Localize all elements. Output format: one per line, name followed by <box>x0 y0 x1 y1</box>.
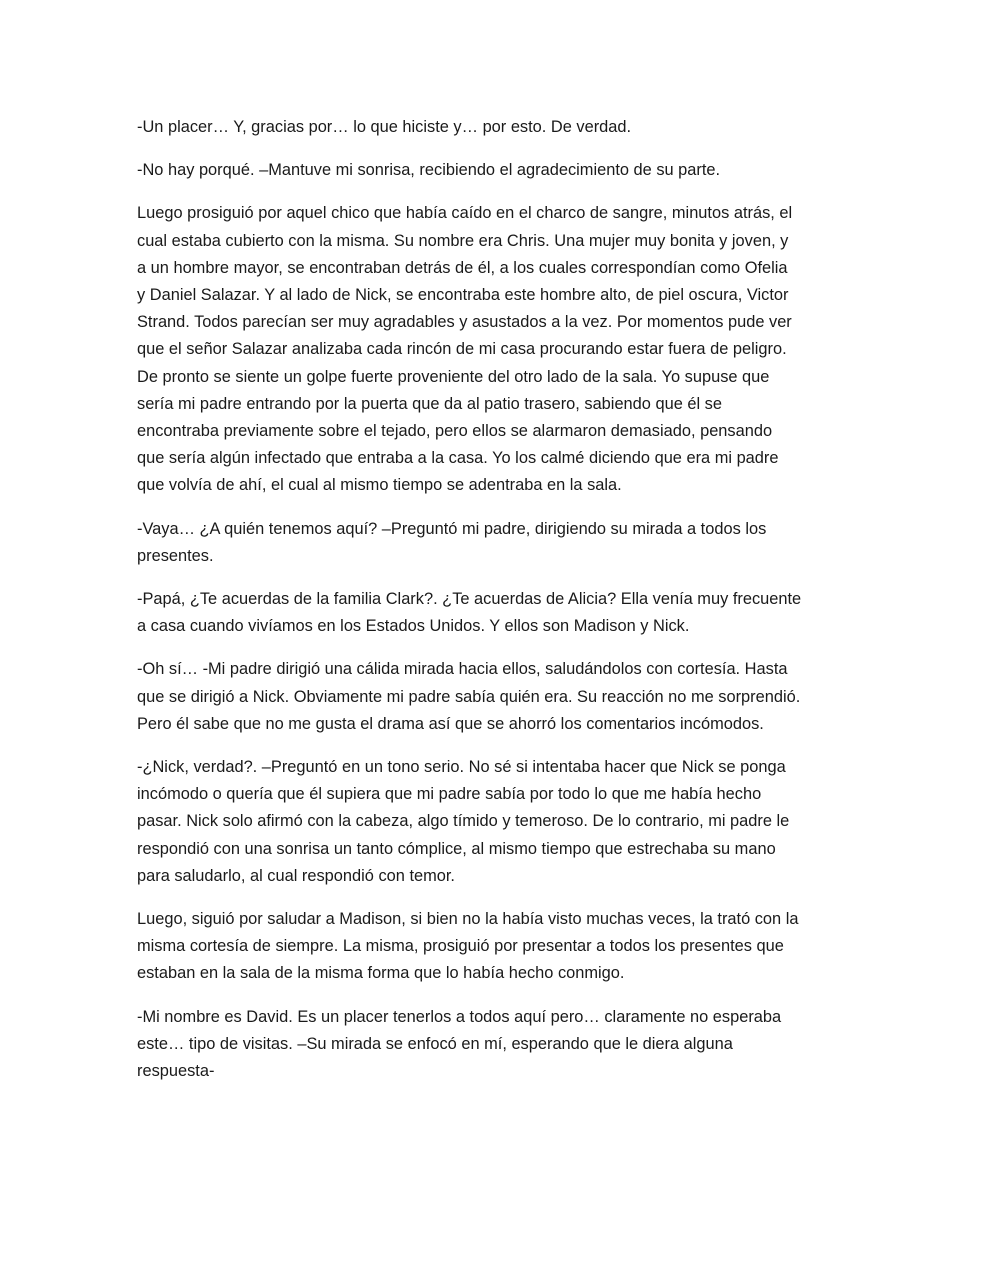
text-line: -Vaya… ¿A quién tenemos aquí? –Preguntó mi padre, dirigiendo su mirada a todos los <box>137 519 767 538</box>
text-line: -No hay porqué. –Mantuve mi sonrisa, recibiendo el agradecimiento de su parte. <box>137 161 721 180</box>
text-line: -Oh sí… -Mi padre dirigió una cálida mirada hacia ellos, saludándolos con cortesía. Hasta <box>137 660 788 679</box>
text-line: sería mi padre entrando por la puerta que da al patio trasero, sabiendo que él se <box>137 394 722 413</box>
text-line: que sería algún infectado que entraba a la casa. Yo los calmé diciendo que era mi padre <box>137 449 779 468</box>
paragraph-6 <box>137 656 853 738</box>
text-line: Pero él sabe que no me gusta el drama así que se ahorró los comentarios incómodos. <box>137 714 764 733</box>
paragraph-8 <box>137 906 853 988</box>
text-line: Luego prosiguió por aquel chico que había caído en el charco de sangre, minutos atrás, el <box>137 204 793 223</box>
paragraph-9 <box>137 1004 853 1086</box>
text-line: misma cortesía de siempre. La misma, prosiguió por presentar a todos los presentes que <box>137 937 784 956</box>
text-line: respuesta- <box>137 1062 215 1081</box>
text-line: respondió con una sonrisa un tanto cómplice, al mismo tiempo que estrechaba su mano <box>137 839 776 858</box>
text-line: Strand. Todos parecían ser muy agradables y asustados a la vez. Por momentos pude ver <box>137 313 792 332</box>
paragraph-5 <box>137 586 853 640</box>
paragraph-4 <box>137 516 853 570</box>
paragraph-3 <box>137 200 853 499</box>
paragraph-7 <box>137 754 853 890</box>
paragraph-1 <box>137 114 853 141</box>
text-line: De pronto se siente un golpe fuerte proveniente del otro lado de la sala. Yo supuse que <box>137 367 770 386</box>
text-line: a casa cuando vivíamos en los Estados Unidos. Y ellos son Madison y Nick. <box>137 617 690 636</box>
text-line: y Daniel Salazar. Y al lado de Nick, se encontraba este hombre alto, de piel oscura, Victor <box>137 286 789 305</box>
text-line: que el señor Salazar analizaba cada rincón de mi casa procurando estar fuera de peligro. <box>137 340 787 359</box>
text-line: que volvía de ahí, el cual al mismo tiempo se adentraba en la sala. <box>137 476 622 495</box>
text-line: Luego, siguió por saludar a Madison, si bien no la había visto muchas veces, la trató con la <box>137 910 799 929</box>
text-line: -Un placer… Y, gracias por… lo que hiciste y… por esto. De verdad. <box>137 118 632 136</box>
text-line: -¿Nick, verdad?. –Preguntó en un tono serio. No sé si intentaba hacer que Nick se ponga <box>137 758 786 777</box>
text-line: encontraba previamente sobre el tejado, pero ellos se alarmaron demasiado, pensando <box>137 422 773 441</box>
paragraph-2 <box>137 157 853 184</box>
text-line: pasar. Nick solo afirmó con la cabeza, algo tímido y temeroso. De lo contrario, mi padre le <box>137 812 790 831</box>
text-line: estaban en la sala de la misma forma que lo había hecho conmigo. <box>137 964 625 983</box>
text-line: -Mi nombre es David. Es un placer tenerlos a todos aquí pero… claramente no esperaba <box>137 1007 782 1026</box>
document-body <box>137 114 853 1101</box>
text-line: -Papá, ¿Te acuerdas de la familia Clark?. ¿Te acuerdas de Alicia? Ella venía muy frecuente <box>137 590 802 609</box>
text-line: este… tipo de visitas. –Su mirada se enfocó en mí, esperando que le diera alguna <box>137 1034 733 1053</box>
text-line: incómodo o quería que él supiera que mi padre sabía por todo lo que me había hecho <box>137 785 762 804</box>
text-line: a un hombre mayor, se encontraban detrás de él, a los cuales correspondían como Ofelia <box>137 258 788 277</box>
text-line: cual estaba cubierto con la misma. Su nombre era Chris. Una mujer muy bonita y joven, y <box>137 231 789 250</box>
text-line: para saludarlo, al cual respondió con temor. <box>137 866 455 885</box>
text-line: presentes. <box>137 546 214 565</box>
text-line: que se dirigió a Nick. Obviamente mi padre sabía quién era. Su reacción no me sorprendió. <box>137 687 801 706</box>
